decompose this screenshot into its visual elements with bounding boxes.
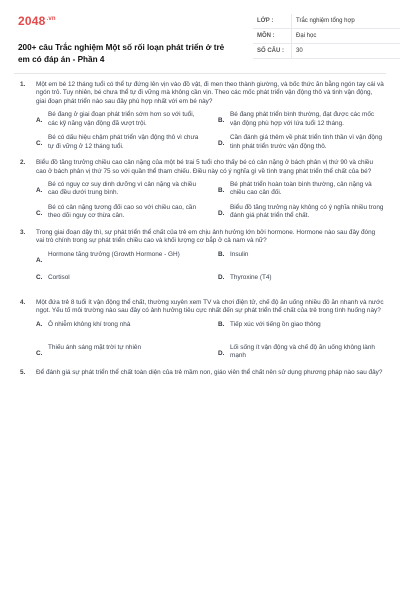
option-text: Biểu đồ tăng trưởng này không có ý nghĩa nhiều trong đánh giá phát triển thể chất. xyxy=(230,204,384,220)
option-text: Cần đánh giá thêm về phát triển tinh thần vì vận động tinh phát triển trước vận động thô. xyxy=(230,134,383,150)
question-item xyxy=(20,81,384,152)
option-letter: C. xyxy=(36,273,43,281)
info-value: Trắc nghiệm tổng hợp xyxy=(292,14,400,29)
option-text: Cortisol xyxy=(48,273,70,281)
option-letter: A. xyxy=(36,187,43,195)
question-text: Để đánh giá sự phát triển thể chất toàn diện của trẻ mầm non, giáo viên thể chất nên sử dụng phương pháp nào sau đây? xyxy=(36,368,383,376)
option-letter: A. xyxy=(36,320,43,328)
option-text: Bé đang ở giai đoạn phát triển sớm hơn so với tuổi, các kỹ năng vận động đã vượt trội. xyxy=(48,111,195,127)
header-divider xyxy=(14,73,386,74)
question-number: 4. xyxy=(20,298,26,306)
info-value: Đại học xyxy=(292,29,400,44)
question-list xyxy=(20,81,384,600)
option-text: Ô nhiễm không khí trong nhà xyxy=(48,320,131,328)
answer-option-d[interactable] xyxy=(218,274,384,292)
option-letter: D. xyxy=(218,210,225,218)
question-text: Biểu đồ tăng trưởng chiều cao cân nặng của một bé trai 5 tuổi cho thấy bé có cân nặng ở bách phân vị thứ 90 và chiều cao ở bách phân vị thứ 75 so với quần thể tham chiếu. Điều này có ý nghĩa gì về tình trạng phát triển thể chất của bé? xyxy=(36,159,374,175)
option-letter: A. xyxy=(36,117,43,125)
answer-option-c[interactable] xyxy=(36,274,202,292)
option-letter: C. xyxy=(36,349,43,357)
option-letter: D. xyxy=(218,140,225,148)
option-letter: D. xyxy=(218,273,225,281)
answer-option-b[interactable] xyxy=(218,251,384,269)
option-text: Tiếp xúc với tiếng ồn giao thông xyxy=(230,320,321,328)
question-text: Một em bé 12 tháng tuổi có thể tự đứng lên vịn vào đồ vật, đi men theo thành giường, và bốc thức ăn bằng ngón tay cái và ngón trỏ. Tuy nhiên, bé chưa thể tự đi vững mà không cần vịn. Theo các mốc phát triển vận động thô và tinh vận động, giai đoạn phát triển nào sau đây phù hợp nhất với em bé này? xyxy=(36,81,384,105)
question-number: 2. xyxy=(20,159,26,167)
option-letter: C. xyxy=(36,210,43,218)
option-text: Bé có cân nặng tương đối cao so với chiều cao, cần theo dõi nguy cơ thừa cân. xyxy=(48,204,197,220)
document-title: 200+ câu Trắc nghiệm Một số rối loạn phát triển ở trẻ em có đáp án - Phần 4 xyxy=(18,43,225,64)
info-row-class xyxy=(253,14,400,29)
question-text: Một đứa trẻ 8 tuổi ít vận động thể chất, thường xuyên xem TV và chơi điện tử, chế độ ăn uống nhiều đồ ăn nhanh và nước ngọt. Yếu tố môi trường nào sau đây có ảnh hưởng tiêu cực nhất đến sự phát triển thể chất của trẻ trong tình huống này? xyxy=(36,298,384,315)
answer-option-b[interactable] xyxy=(218,111,384,129)
question-item xyxy=(20,369,384,377)
answer-option-b[interactable] xyxy=(218,181,384,199)
answer-option-b[interactable] xyxy=(218,321,384,339)
option-letter: B. xyxy=(218,187,225,195)
info-row-subject xyxy=(253,29,400,44)
answer-option-c[interactable] xyxy=(36,134,202,152)
answer-option-d[interactable] xyxy=(218,204,384,222)
question-number: 1. xyxy=(20,81,26,88)
answer-options xyxy=(36,321,384,362)
logo-text: 2048 xyxy=(18,14,46,28)
option-text: Insulin xyxy=(230,250,249,258)
info-key: SỐ CÂU : xyxy=(253,44,292,59)
info-box xyxy=(253,14,400,59)
option-letter: C. xyxy=(36,140,43,148)
option-text: Bé có dấu hiệu chậm phát triển vận động thô vì chưa tự đi vững ở 12 tháng tuổi. xyxy=(48,134,199,150)
info-value: 30 xyxy=(292,44,400,59)
answer-option-c[interactable] xyxy=(36,204,202,222)
answer-options xyxy=(36,181,384,222)
answer-option-a[interactable] xyxy=(36,111,202,129)
option-letter: B. xyxy=(218,320,225,328)
question-number: 5. xyxy=(20,368,26,376)
option-text: Bé phát triển hoàn toàn bình thường, cân nặng và chiều cao cân đối. xyxy=(230,181,372,197)
question-number: 3. xyxy=(20,229,26,237)
answer-options xyxy=(36,111,384,152)
answer-option-c[interactable] xyxy=(36,344,202,362)
question-text: Trong giai đoạn dậy thì, sự phát triển thể chất của trẻ em chịu ảnh hưởng lớn bởi hormone. Hormone nào sau đây đóng vai trò chính trong sự phát triển chiều cao và khối lượng cơ bắp ở cả nam và nữ? xyxy=(36,229,376,245)
answer-option-a[interactable] xyxy=(36,321,202,339)
page-header xyxy=(18,14,386,74)
info-key: MÔN : xyxy=(253,29,292,44)
question-item xyxy=(20,229,384,292)
option-text: Thyroxine (T4) xyxy=(230,273,272,281)
option-letter: B. xyxy=(218,250,225,258)
answer-option-d[interactable] xyxy=(218,344,384,362)
answer-options xyxy=(36,251,384,292)
option-letter: D. xyxy=(218,349,225,357)
question-item xyxy=(20,299,384,362)
option-text: Bé có nguy cơ suy dinh dưỡng vì cân nặng và chiều cao đều dưới trung bình. xyxy=(48,181,197,197)
option-letter: A. xyxy=(36,256,43,264)
answer-option-a[interactable] xyxy=(36,181,202,199)
option-text: Thiếu ánh sáng mặt trời tự nhiên xyxy=(48,343,142,351)
option-text: Hormone tăng trưởng (Growth Hormone - GH) xyxy=(48,250,180,258)
info-row-count xyxy=(253,44,400,59)
option-text: Lối sống ít vận động và chế độ ăn uống không lành mạnh xyxy=(230,343,375,360)
answer-option-d[interactable] xyxy=(218,134,384,152)
logo-suffix: .vn xyxy=(46,16,56,22)
option-text: Bé đang phát triển bình thường, đạt được các mốc vận động phù hợp với lứa tuổi 12 tháng. xyxy=(230,111,375,127)
info-key: LỚP : xyxy=(253,14,292,29)
answer-option-a[interactable] xyxy=(36,251,202,269)
question-item xyxy=(20,159,384,222)
option-letter: B. xyxy=(218,117,225,125)
brand-logo[interactable] xyxy=(18,14,56,28)
